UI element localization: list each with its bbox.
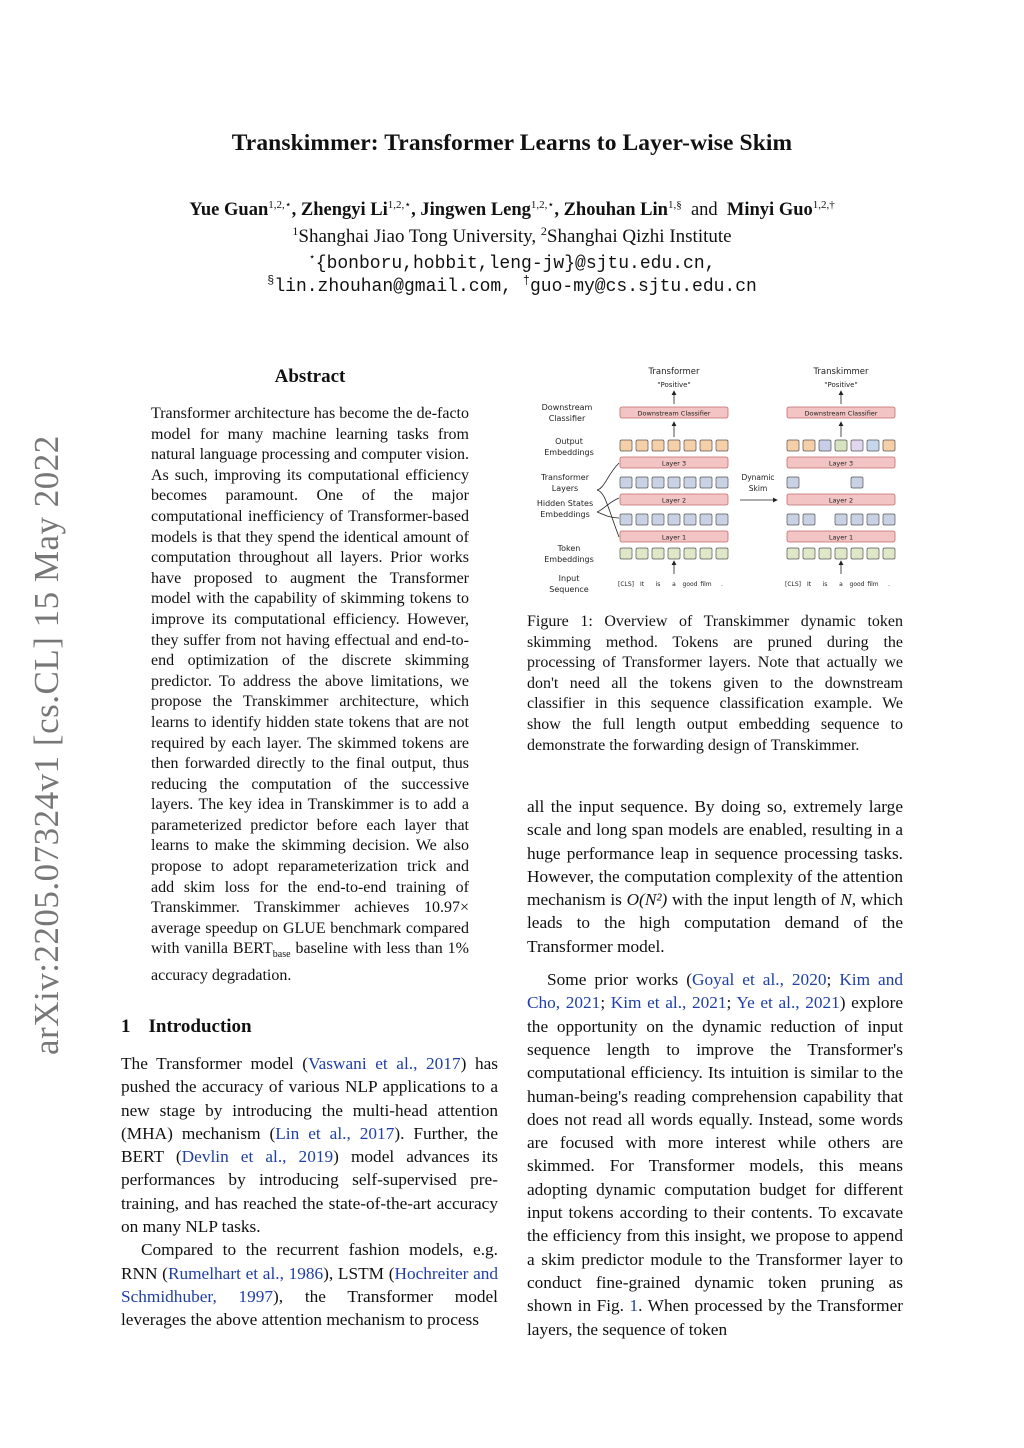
author-affil-sup: 1,2,⋆ [387, 199, 412, 211]
output-embedding-square [668, 440, 680, 451]
affil-sup: 2 [540, 224, 547, 238]
token-embedding-square [835, 548, 847, 559]
left-layer-2-label: Layer 2 [661, 496, 687, 505]
dynamic-skim-label-1: Dynamic [741, 473, 775, 482]
token-label: is [822, 581, 828, 588]
text-run: ; [600, 993, 611, 1013]
token-label: good [682, 581, 698, 588]
output-embedding-square [652, 440, 664, 451]
citation-link[interactable]: Lin et al., 2017 [275, 1123, 395, 1143]
citation-link[interactable]: Goyal et al., 2020 [692, 970, 827, 990]
label-token-1: Token [557, 544, 581, 553]
token-label: [CLS] [617, 581, 635, 588]
author-and: and [690, 200, 718, 220]
left-output-label: "Positive" [657, 381, 691, 389]
math-expression: O(N²) [626, 890, 668, 910]
token-label: film [700, 581, 712, 588]
figure-ref-link[interactable]: 1 [629, 1296, 639, 1316]
token-embedding-square [700, 548, 712, 559]
hidden-state-square [867, 514, 879, 525]
right-classifier-label: Downstream Classifier [804, 409, 878, 418]
hidden-state-square [636, 477, 648, 488]
abstract-text-end: baseline with less than 1% accuracy degradation. [151, 940, 469, 985]
text-run: ). Further, the BERT ( [121, 1123, 498, 1167]
bert-subscript: base [272, 949, 291, 961]
affiliations [0, 224, 1024, 248]
hidden-state-square [684, 514, 696, 525]
token-label: [CLS] [784, 581, 802, 588]
hidden-state-square [636, 514, 648, 525]
text-run: all the input sequence. By doing so, extremely large scale and long span models are enabled, resulting in a huge performance leap in sequence processing tasks. However, the computation complexity of the attention mechanism is [527, 797, 903, 910]
text-run: ), the Transformer model leverages the above attention mechanism to process [121, 1286, 498, 1330]
section-number: 1 [121, 1016, 131, 1037]
output-embedding-square [851, 440, 863, 451]
token-embedding-square [652, 548, 664, 559]
right-layer-1-label: Layer 1 [828, 533, 854, 542]
label-output-1: Output [555, 437, 583, 446]
label-downstream-2: Classifier [548, 414, 586, 423]
email-sup: § [267, 274, 275, 288]
token-embedding-square [803, 548, 815, 559]
label-hidden-2: Embeddings [540, 510, 590, 519]
paper-title: Transkimmer: Transformer Learns to Layer-wise Skim [231, 130, 793, 156]
citation-link[interactable]: Kim and Cho, 2021 [527, 970, 904, 1013]
hidden-state-square [668, 514, 680, 525]
paragraph [527, 968, 903, 1341]
text-run: ), LSTM ( [323, 1263, 395, 1283]
author-name: Zhengyi Li [300, 200, 388, 220]
paragraph [527, 795, 903, 958]
token-embedding-square [867, 548, 879, 559]
output-embedding-square [883, 440, 895, 451]
output-embedding-square [620, 440, 632, 451]
hidden-state-square [835, 514, 847, 525]
output-embedding-square [787, 440, 799, 451]
author-list [0, 198, 1024, 221]
token-label: good [849, 581, 865, 588]
left-layer-3-label: Layer 3 [661, 459, 687, 468]
hidden-state-square [787, 514, 799, 525]
label-output-2: Embeddings [544, 448, 594, 457]
affil-sup: 1 [292, 224, 299, 238]
text-run: . When processed by the Transformer layers, the sequence of token [527, 1296, 903, 1339]
output-embedding-square [700, 440, 712, 451]
hidden-state-square [620, 477, 632, 488]
author-affil-sup: 1,2,† [812, 199, 835, 211]
output-embedding-square [684, 440, 696, 451]
email-sup: † [522, 274, 530, 288]
email-text: {bonboru,hobbit,leng-jw}@sjtu.edu.cn, [315, 254, 716, 274]
token-label: a [672, 581, 676, 588]
bracket-line [597, 463, 619, 490]
text-run: The Transformer model ( [121, 1054, 309, 1073]
token-embedding-square [787, 548, 799, 559]
author-name: Jingwen Leng [420, 200, 531, 220]
right-layer-3-label: Layer 3 [828, 459, 854, 468]
abstract-text: Transformer architecture has become the de-facto model for many machine learning tasks from natural language processing and computer vision. As such, improving its computational efficiency becomes paramount. One of the major computational inefficiency of Transformer-based models is that they spend the identical amount of computation throughout all layers. Prior works have proposed to augment the Transformer model with the capability of skimming tokens to improve its computational efficiency. However, they suffer from not having effectual and end-to-end optimization of the discrete skimming predictor. To address the above limitations, we propose the Transkimmer architecture, which learns to identify hidden state tokens that are not required by each layer. The skimmed tokens are then forwarded directly to the final output, thus reducing the computation of the successive layers. The key idea in Transkimmer is to add a parameterized predictor before each layer that learns to make the skimming decision. We also propose to adopt reparameterization trick and add skim loss for the end-to-end training of Transkimmer. Transkimmer achieves 10.97× average speedup on GLUE benchmark compared with vanilla BERT [151, 405, 469, 958]
token-label: . [888, 581, 890, 588]
abstract-body [151, 404, 469, 987]
left-layer-1-label: Layer 1 [661, 533, 687, 542]
hidden-state-square [803, 514, 815, 525]
dynamic-skim-label-2: Skim [748, 484, 768, 493]
section-title: Introduction [148, 1016, 252, 1037]
bracket-line [597, 512, 619, 518]
left-diagram-title: Transformer [648, 367, 700, 377]
left-classifier-label: Downstream Classifier [637, 409, 711, 418]
label-input-1: Input [558, 574, 580, 583]
email-line [0, 250, 1024, 274]
output-embedding-square [803, 440, 815, 451]
citation-link[interactable]: Devlin et al., 2019 [181, 1147, 334, 1167]
citation-link[interactable]: Vaswani et al., 2017 [308, 1054, 461, 1073]
token-label: . [721, 581, 723, 588]
token-label: It [806, 581, 812, 588]
citation-link[interactable]: Rumelhart et al., 1986 [167, 1263, 324, 1283]
hidden-state-square [851, 477, 863, 488]
author-name: Minyi Guo [726, 200, 813, 220]
transkimmer-figure [527, 360, 907, 600]
label-transformer-2: Layers [551, 484, 579, 493]
citation-link[interactable]: Kim et al., 2021 [610, 993, 727, 1013]
hidden-state-square [851, 514, 863, 525]
output-embedding-square [716, 440, 728, 451]
hidden-state-square [652, 514, 664, 525]
text-run: with the input length of [667, 890, 841, 910]
citation-link[interactable]: Ye et al., 2021 [736, 993, 840, 1013]
text-run: ; [726, 993, 737, 1013]
hidden-state-square [620, 514, 632, 525]
left-column-body [121, 1052, 498, 1332]
author-name: Yue Guan [189, 200, 269, 220]
token-label: is [655, 581, 661, 588]
author-affil-sup: 1,2,⋆ [268, 199, 292, 211]
text-run: ; [826, 970, 840, 990]
right-column-body [527, 795, 903, 1341]
token-embedding-square [819, 548, 831, 559]
math-expression: N [840, 890, 852, 910]
abstract-heading: Abstract [274, 366, 346, 387]
affil-name: Shanghai Qizhi Institute [546, 226, 732, 247]
hidden-state-square [716, 514, 728, 525]
right-output-label: "Positive" [824, 381, 858, 389]
output-embedding-square [819, 440, 831, 451]
email-sup: ⋆ [308, 251, 316, 265]
output-embedding-square [636, 440, 648, 451]
token-label: It [639, 581, 645, 588]
author-sep: , [554, 200, 564, 220]
text-run: ) model advances its performances by introducing self-supervised pre-training, and has reached the state-of-the-art accuracy on many NLP tasks. [121, 1147, 498, 1237]
bracket-line [597, 498, 619, 512]
hidden-state-square [684, 477, 696, 488]
label-downstream-1: Downstream [541, 403, 593, 412]
label-hidden-1: Hidden States [536, 499, 594, 508]
arxiv-identifier: arXiv:2205.07324v1 [cs.CL] 15 May 2022 [27, 435, 66, 1055]
hidden-state-square [883, 514, 895, 525]
token-embedding-square [851, 548, 863, 559]
text-run: Some prior works ( [547, 970, 693, 990]
author-affil-sup: 1,2,⋆ [530, 199, 555, 211]
author-sep: , [411, 200, 421, 220]
text-run: ) has pushed the accuracy of various NLP applications to a new stage by introducing the multi-head attention (MHA) mechanism ( [121, 1054, 498, 1143]
text-run: , which leads to the high computation demand of the Transformer model. [527, 890, 904, 956]
token-label: film [867, 581, 879, 588]
paragraph [121, 1238, 498, 1331]
hidden-state-square [668, 477, 680, 488]
email-text: lin.zhouhan@gmail.com, [274, 277, 512, 297]
right-layer-2-label: Layer 2 [828, 496, 854, 505]
token-label: a [839, 581, 843, 588]
bracket-group [597, 463, 619, 537]
affil-name: Shanghai Jiao Tong University, [298, 226, 537, 247]
token-embedding-square [716, 548, 728, 559]
author-affil-sup: 1,§ [667, 199, 682, 211]
author-name: Zhouhan Lin [563, 200, 668, 220]
text-run: ) explore the opportunity on the dynamic reduction of input sequence length to improve the Transformer's computational efficiency. Its intuition is similar to the human-being's reading comprehension capability that does not read all words equally. Instead, some words are focused with more interest while others are skimmed. For Transformer models, this means adopting dynamic computation budget for different input tokens according to their contents. To excavate the efficiency from this insight, we propose to append a skim predictor module to the Transformer layer to conduct fine-grained dynamic token pruning as shown in Fig. [527, 993, 903, 1316]
hidden-state-square [716, 477, 728, 488]
output-embedding-square [867, 440, 879, 451]
right-diagram-title: Transkimmer [813, 367, 869, 377]
token-embedding-square [883, 548, 895, 559]
hidden-state-square [700, 477, 712, 488]
hidden-state-square [700, 514, 712, 525]
token-embedding-square [668, 548, 680, 559]
token-embedding-square [636, 548, 648, 559]
output-embedding-square [835, 440, 847, 451]
text-run: Compared to the recurrent fashion models, e.g. RNN ( [121, 1240, 498, 1283]
hidden-state-square [787, 477, 799, 488]
paragraph [121, 1052, 498, 1238]
author-sep: , [291, 200, 301, 220]
email-text: guo-my@cs.sjtu.edu.cn [530, 277, 757, 297]
label-token-2: Embeddings [544, 555, 594, 564]
token-embedding-square [684, 548, 696, 559]
citation-link[interactable]: Hochreiter and Schmidhuber, 1997 [121, 1263, 499, 1306]
hidden-state-square [652, 477, 664, 488]
email-line [0, 274, 1024, 297]
section-heading [121, 1016, 252, 1038]
figure-caption: Figure 1: Overview of Transkimmer dynamic token skimming method. Tokens are pruned during the processing of Transformer layers. Note that actually we don't need all the tokens given to the downstream classifier in this sequence classification example. We show the full length output embedding sequence to demonstrate the forwarding design of Transkimmer. [527, 613, 903, 754]
token-embedding-square [620, 548, 632, 559]
label-input-2: Sequence [549, 585, 589, 594]
label-transformer-1: Transformer [540, 473, 590, 482]
